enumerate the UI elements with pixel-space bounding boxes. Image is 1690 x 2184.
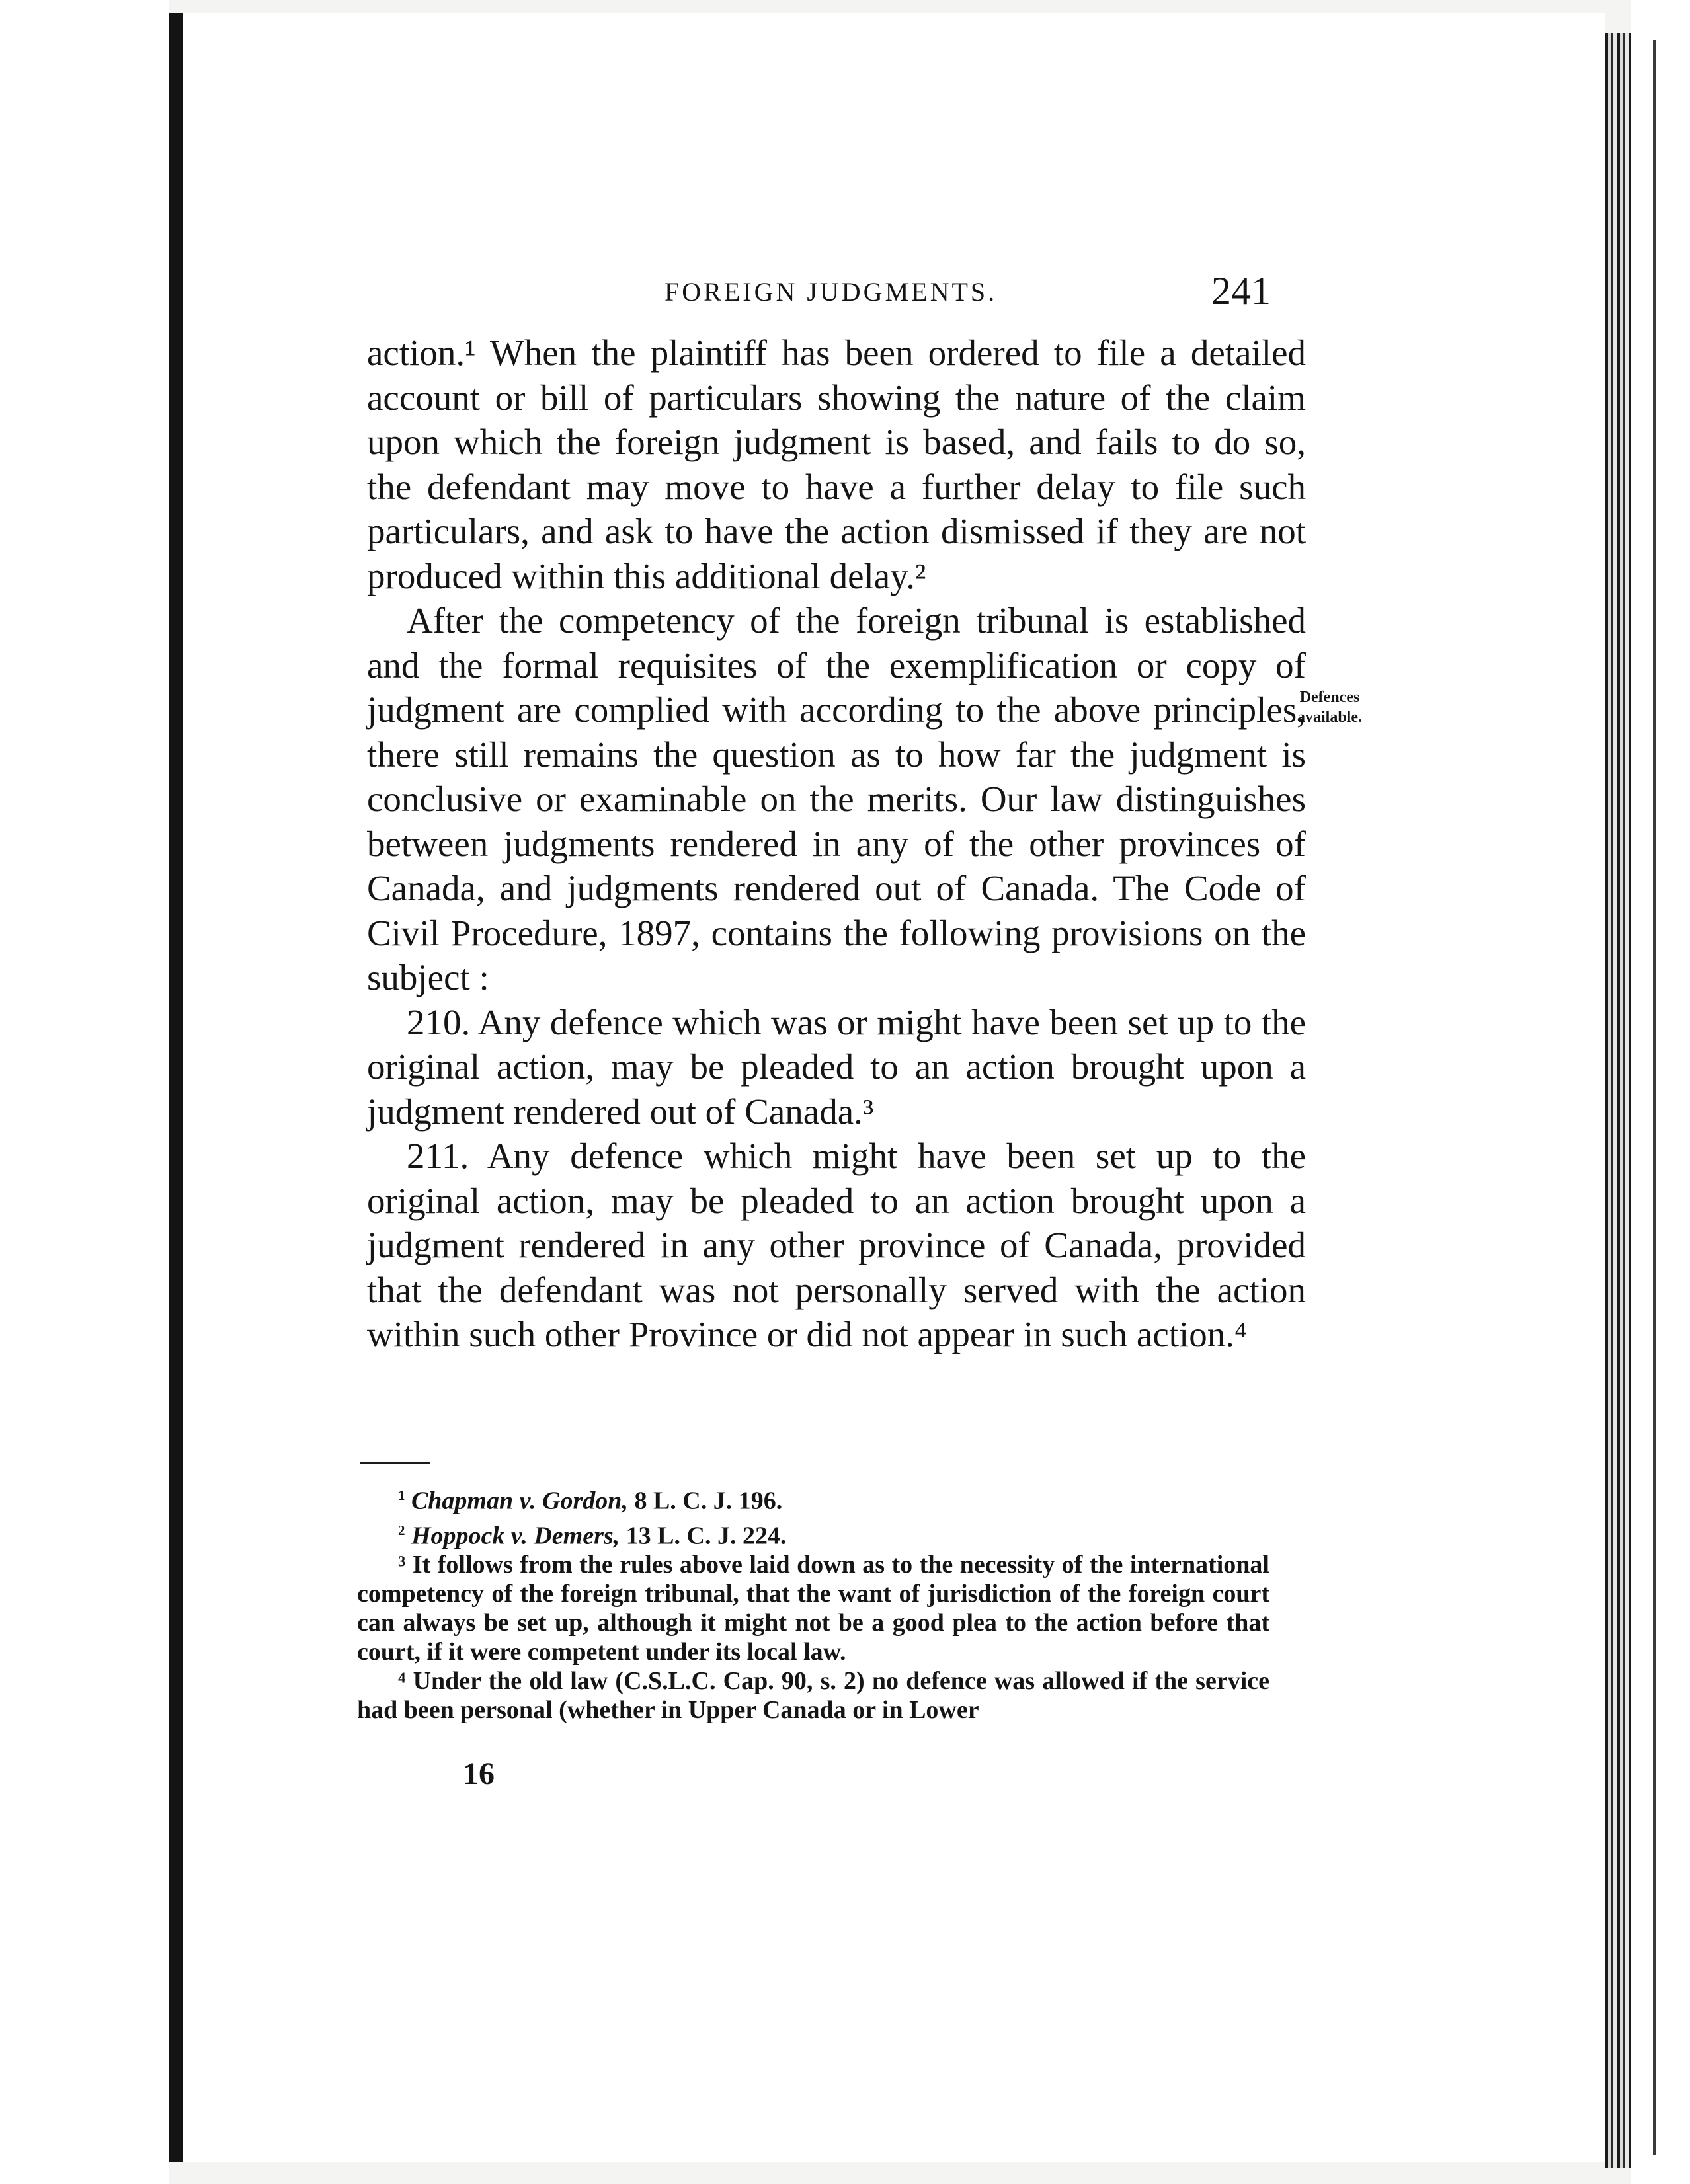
margin-note-line1: Defences [1299, 689, 1360, 706]
scan-border-line [1653, 40, 1656, 2155]
article-211: 211. Any defence which might have been set up to the original action, may be pleaded to an action brought upon a judgment rendered in any other province of Canada, provided that the defendant was not personally served with the action within such other Province or did not appear in such action.⁴ [367, 1136, 1306, 1354]
footnote-2-cite: 13 L. C. J. 224. [625, 1522, 787, 1550]
book-gutter-shadow [169, 13, 183, 2162]
footnote-1-case: Chapman v. Gordon, [411, 1487, 628, 1515]
margin-note [1297, 687, 1362, 727]
paragraph-continuation: action.¹ When the plaintiff has been ordered to file a detailed account or bill of particulars showing the nature of the claim upon which the foreign judgment is based, and fails to do so, the defendant may move to have a further delay to file such particulars, and ask to have the action dismissed if they are not produced within this additional delay.² [367, 332, 1306, 596]
scan-margin-left [0, 0, 169, 2184]
page-number: 241 [1211, 269, 1271, 313]
footnote-2-mark: 2 [398, 1522, 405, 1538]
article-210: 210. Any defence which was or might have been set up to the original action, may be pleaded to an action brought upon a judgment rendered out of Canada.³ [367, 1001, 1306, 1132]
footnote-divider [360, 1462, 430, 1464]
footnote-3: ³ It follows from the rules above laid down as to the necessity of the international competency of the foreign tribunal, that the want of jurisdiction of the foreign court can always be set up, although it might not be a good plea to the action before that court, if it were competent under its local law. [357, 1551, 1269, 1666]
footnote-1-cite: 8 L. C. J. 196. [634, 1487, 783, 1515]
margin-note-line2: available. [1297, 709, 1363, 726]
footnote-2 [357, 1516, 1269, 1551]
footnote-4: ⁴ Under the old law (C.S.L.C. Cap. 90, s. 2) no defence was allowed if the service had been personal (whether in Upper Canada or in Lower [357, 1667, 1269, 1725]
page-edges [1605, 33, 1631, 2168]
body-text [367, 331, 1306, 1357]
footnote-1 [357, 1481, 1269, 1516]
paragraph-defences: After the competency of the foreign tribunal is established and the formal requisites of the exemplification or copy of judgment are complied with according to the above principles, there still remains the question as to how far the judgment is conclusive or examinable on the merits. Our law distinguishes between judgments rendered in any of the other provinces of Canada, and judgments rendered out of Canada. The Code of Civil Procedure, 1897, contains the following provisions on the subject : [367, 600, 1306, 997]
footnote-1-mark: 1 [398, 1487, 405, 1503]
footnotes [357, 1481, 1269, 1725]
scan-margin-right [1631, 0, 1690, 2184]
running-header: FOREIGN JUDGMENTS. [664, 277, 998, 307]
signature-mark: 16 [463, 1756, 495, 1791]
footnote-2-case: Hoppock v. Demers, [411, 1522, 620, 1550]
